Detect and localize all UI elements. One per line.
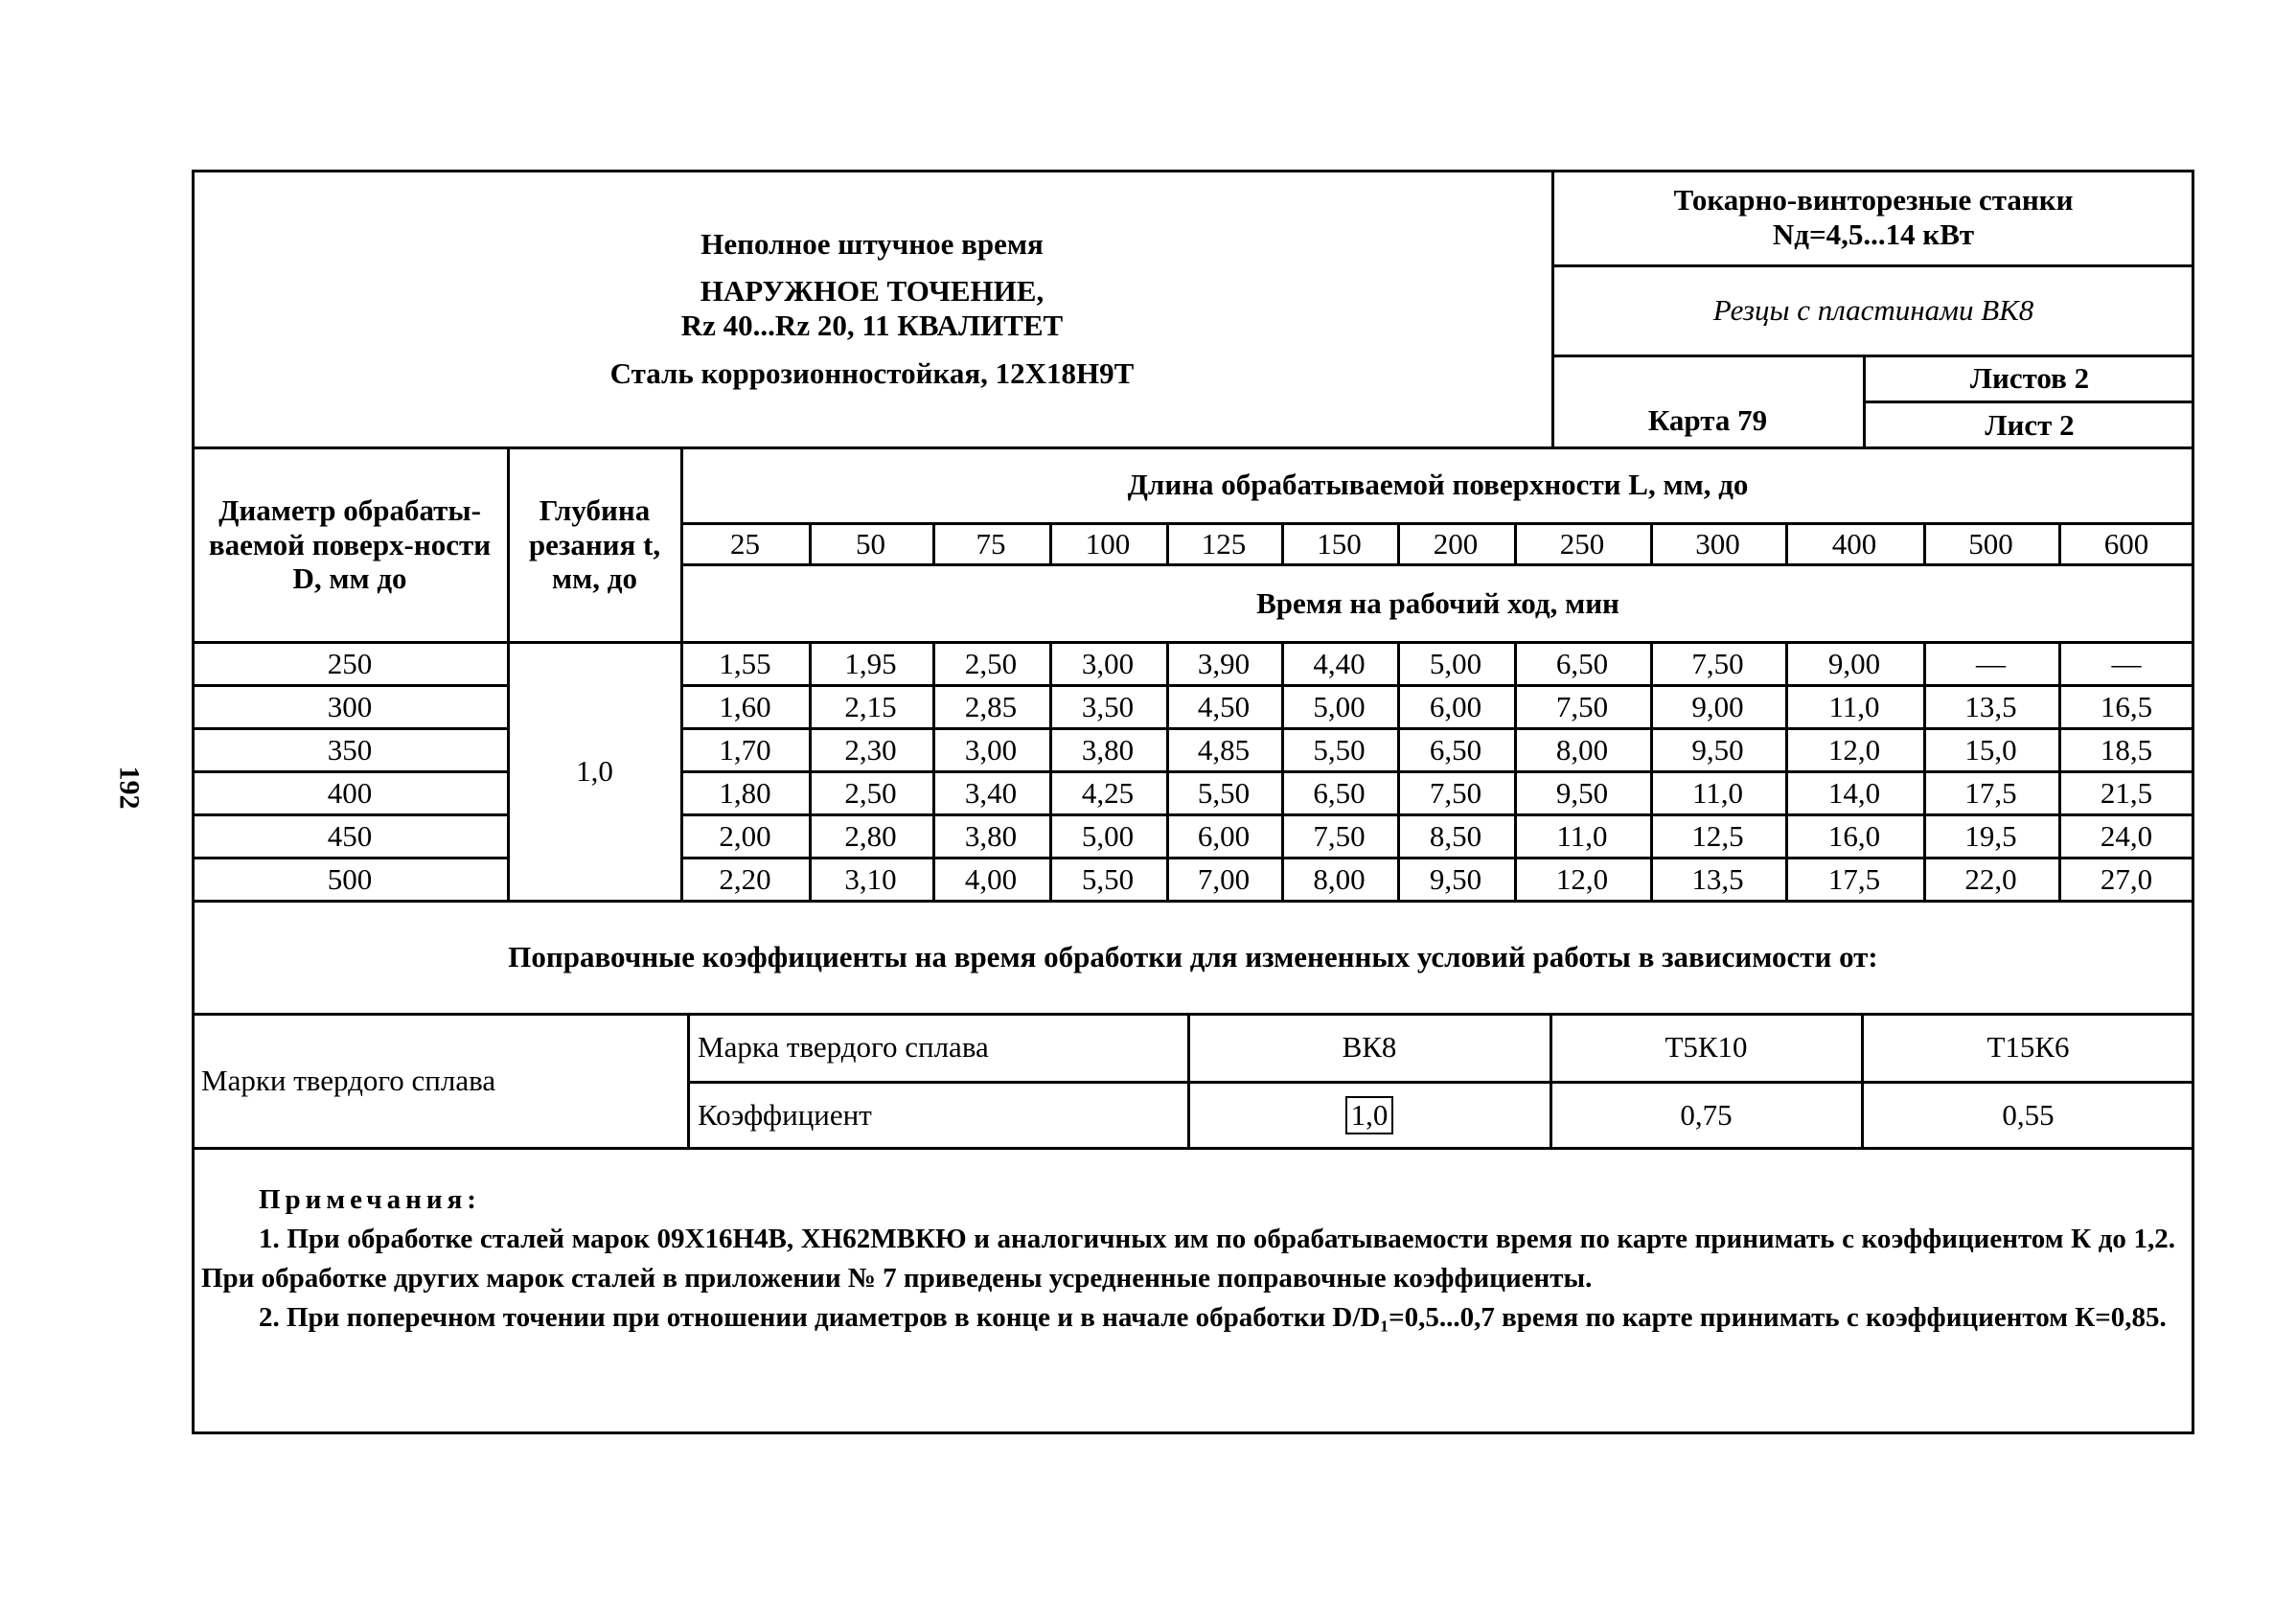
length-value: 400 xyxy=(1831,527,1877,561)
note-2: 2. При поперечном точении при отношении диаметров в конце и в начале обработки D/D₁=0,5...0,7 время по карте принимать с коэффициентом К=0,85. xyxy=(259,1302,2167,1333)
column-divider xyxy=(1166,814,1169,858)
time-value: 7,00 xyxy=(1197,861,1251,896)
column-divider xyxy=(1049,642,1052,685)
length-value: 500 xyxy=(1968,527,2013,561)
correction-title: Поправочные коэффициенты на время обработки для измененных условий работы в зависимости от: xyxy=(508,940,1878,974)
column-divider xyxy=(1397,642,1400,685)
column-divider xyxy=(1397,858,1400,901)
correction-group-label: Марки твердого сплава xyxy=(201,1064,496,1098)
row-divider xyxy=(681,684,2194,687)
time-value: 14,0 xyxy=(1827,775,1881,810)
column-divider xyxy=(932,642,935,685)
time-value: 3,80 xyxy=(964,818,1018,853)
diameter-value: 500 xyxy=(327,861,373,896)
header-title-block xyxy=(192,170,1552,447)
column-divider xyxy=(1514,728,1517,771)
column-divider xyxy=(1397,814,1400,858)
alloy-name: Т15К6 xyxy=(1986,1030,2070,1065)
column-divider xyxy=(2058,771,2061,814)
row-divider xyxy=(681,857,2194,859)
column-divider xyxy=(1397,524,1400,564)
column-divider xyxy=(1650,685,1653,728)
column-divider xyxy=(1785,685,1788,728)
header-title-line2: Rz 40...Rz 20, 11 КВАЛИТЕТ xyxy=(680,309,1064,342)
time-value: 3,40 xyxy=(964,775,1018,810)
time-value: 7,50 xyxy=(1691,646,1744,680)
time-value: 2,85 xyxy=(964,689,1018,723)
column-divider xyxy=(2058,858,2061,901)
row-divider xyxy=(192,684,508,687)
time-value: 11,0 xyxy=(1828,689,1880,723)
time-value: 6,50 xyxy=(1555,646,1609,680)
column-divider xyxy=(1785,524,1788,564)
column-divider xyxy=(1923,771,1926,814)
coefficient-value: 0,55 xyxy=(2002,1098,2055,1133)
row-divider xyxy=(192,727,508,730)
time-value: 7,50 xyxy=(1429,775,1482,810)
time-value: 5,50 xyxy=(1081,861,1135,896)
time-header: Время на рабочий ход, мин xyxy=(1256,586,1619,621)
column-divider xyxy=(1166,728,1169,771)
column-divider xyxy=(2058,728,2061,771)
column-divider xyxy=(1281,728,1284,771)
column-divider xyxy=(1514,858,1517,901)
time-value: 27,0 xyxy=(2100,861,2153,896)
time-value: 12,0 xyxy=(1555,861,1609,896)
time-value: 21,5 xyxy=(2100,775,2153,810)
time-value: — xyxy=(1976,646,2006,680)
time-value: 2,50 xyxy=(964,646,1018,680)
column-divider xyxy=(1785,728,1788,771)
alloy-name: Т5К10 xyxy=(1665,1030,1748,1065)
diameter-column-header: Диаметр обрабаты-ваемой поверх-ности D, мм до xyxy=(208,493,492,596)
diameter-value: 450 xyxy=(327,818,373,853)
column-divider xyxy=(1397,685,1400,728)
column-divider xyxy=(1166,685,1169,728)
column-divider xyxy=(1785,814,1788,858)
column-divider xyxy=(932,858,935,901)
time-value: 17,5 xyxy=(1964,775,2017,810)
column-divider xyxy=(1166,858,1169,901)
column-divider xyxy=(2058,642,2061,685)
column-divider xyxy=(1166,771,1169,814)
column-divider xyxy=(1281,642,1284,685)
header-material: Сталь коррозионностойкая, 12Х18Н9Т xyxy=(609,355,1135,390)
time-value: 4,50 xyxy=(1197,689,1251,723)
column-divider xyxy=(1785,642,1788,685)
time-value: 12,0 xyxy=(1827,732,1881,767)
coefficient-cell xyxy=(1862,1083,2194,1148)
column-divider xyxy=(1049,685,1052,728)
time-value: 5,00 xyxy=(1429,646,1482,680)
time-value: 11,0 xyxy=(1556,818,1608,853)
column-divider xyxy=(1514,524,1517,564)
time-value: 19,5 xyxy=(1964,818,2017,853)
column-divider xyxy=(1650,728,1653,771)
sheets-total: Листов 2 xyxy=(1969,361,2090,396)
time-value: 1,70 xyxy=(719,732,771,767)
column-divider xyxy=(1923,814,1926,858)
time-value: 15,0 xyxy=(1964,732,2017,767)
page-number: 192 xyxy=(113,766,146,810)
column-divider xyxy=(809,771,812,814)
column-divider xyxy=(1785,771,1788,814)
time-value: 17,5 xyxy=(1827,861,1881,896)
column-divider xyxy=(2058,814,2061,858)
time-value: 7,50 xyxy=(1555,689,1609,723)
time-value: 2,15 xyxy=(844,689,897,723)
column-divider xyxy=(1166,524,1169,564)
time-value: 1,80 xyxy=(719,775,771,810)
row-divider xyxy=(681,770,2194,773)
time-value: 16,5 xyxy=(2100,689,2153,723)
column-divider xyxy=(932,728,935,771)
column-divider xyxy=(1514,642,1517,685)
sheet-number: Лист 2 xyxy=(1985,407,2075,442)
column-divider xyxy=(1514,771,1517,814)
tool-info: Резцы с пластинами ВК8 xyxy=(1712,293,2034,328)
time-value: 13,5 xyxy=(1691,861,1744,896)
column-divider xyxy=(1049,728,1052,771)
diameter-value: 300 xyxy=(327,689,373,723)
diameter-value: 400 xyxy=(327,775,373,810)
column-divider xyxy=(809,524,812,564)
coefficient-value: 0,75 xyxy=(1680,1098,1733,1133)
alloy-name: ВК8 xyxy=(1342,1030,1397,1065)
row-divider xyxy=(192,770,508,773)
notes-title: Примечания: xyxy=(259,1184,481,1215)
column-divider xyxy=(932,814,935,858)
time-value: 4,85 xyxy=(1197,732,1251,767)
column-divider xyxy=(1397,771,1400,814)
column-divider xyxy=(1049,814,1052,858)
column-divider xyxy=(2058,685,2061,728)
time-value: 16,0 xyxy=(1827,818,1881,853)
time-value: 8,00 xyxy=(1555,732,1609,767)
time-value: 12,5 xyxy=(1691,818,1744,853)
time-value: 3,90 xyxy=(1197,646,1251,680)
column-divider xyxy=(932,524,935,564)
length-value: 250 xyxy=(1559,527,1605,561)
length-value: 75 xyxy=(976,527,1006,561)
time-value: 2,30 xyxy=(844,732,897,767)
time-value: 9,00 xyxy=(1827,646,1881,680)
time-value: 3,10 xyxy=(844,861,897,896)
time-value: 9,00 xyxy=(1691,689,1744,723)
diameter-value: 350 xyxy=(327,732,373,767)
column-divider xyxy=(1049,858,1052,901)
time-value: 3,80 xyxy=(1081,732,1135,767)
row-divider xyxy=(192,813,508,816)
note-1: 1. При обработке сталей марок 09Х16Н4В, ХН62МВКЮ и аналогичных им по обрабатываемости время по карте принимать с коэффициентом К до 1,2. При обработке других марок сталей в приложении № 7 приведены усредненные поправочные коэффициенты. xyxy=(201,1224,2175,1294)
column-divider xyxy=(809,858,812,901)
length-value: 125 xyxy=(1201,527,1247,561)
time-value: 5,00 xyxy=(1081,818,1135,853)
time-value: 2,80 xyxy=(844,818,897,853)
time-value: 6,50 xyxy=(1313,775,1366,810)
column-divider xyxy=(1650,858,1653,901)
column-divider xyxy=(1281,858,1284,901)
column-divider xyxy=(809,728,812,771)
machine-info xyxy=(1552,170,2194,265)
column-divider xyxy=(1049,771,1052,814)
time-value: 5,50 xyxy=(1197,775,1251,810)
time-value: 9,50 xyxy=(1555,775,1609,810)
alloy-row-label: Марка твердого сплава xyxy=(698,1030,989,1065)
time-value: 8,00 xyxy=(1313,861,1366,896)
length-value: 600 xyxy=(2103,527,2149,561)
time-value: 5,50 xyxy=(1313,732,1366,767)
coefficient-value: 1,0 xyxy=(1345,1096,1394,1134)
column-divider xyxy=(1923,685,1926,728)
time-value: 8,50 xyxy=(1429,818,1482,853)
column-divider xyxy=(1049,524,1052,564)
time-value: 1,55 xyxy=(719,646,771,680)
time-value: 9,50 xyxy=(1691,732,1744,767)
time-value: 22,0 xyxy=(1964,861,2017,896)
column-divider xyxy=(1923,642,1926,685)
time-value: 5,00 xyxy=(1313,689,1366,723)
time-value: 2,20 xyxy=(719,861,771,896)
length-value: 150 xyxy=(1317,527,1362,561)
notes xyxy=(201,1180,2175,1338)
time-value: 1,60 xyxy=(719,689,771,723)
time-value: 6,00 xyxy=(1197,818,1251,853)
length-value: 200 xyxy=(1433,527,1479,561)
column-divider xyxy=(809,642,812,685)
time-value: 2,00 xyxy=(719,818,771,853)
machine-type: Токарно-винторезные станки xyxy=(1673,183,2074,218)
column-divider xyxy=(1923,728,1926,771)
coefficient-row-label: Коэффициент xyxy=(698,1098,872,1133)
column-divider xyxy=(809,685,812,728)
column-divider xyxy=(932,771,935,814)
time-value: — xyxy=(2111,646,2142,680)
column-divider xyxy=(1923,524,1926,564)
column-divider xyxy=(1166,642,1169,685)
machine-power: Nд=4,5...14 кВт xyxy=(1772,218,1975,251)
column-divider xyxy=(1514,814,1517,858)
length-value: 100 xyxy=(1085,527,1131,561)
column-divider xyxy=(1281,524,1284,564)
column-divider xyxy=(1650,771,1653,814)
column-divider xyxy=(1650,642,1653,685)
depth-value: 1,0 xyxy=(576,754,613,789)
time-value: 3,00 xyxy=(1081,646,1135,680)
column-divider xyxy=(2058,524,2061,564)
length-header: Длина обрабатываемой поверхности L, мм, до xyxy=(1127,468,1749,502)
time-value: 11,0 xyxy=(1691,775,1744,810)
time-value: 6,00 xyxy=(1429,689,1482,723)
row-divider xyxy=(681,813,2194,816)
time-value: 7,50 xyxy=(1313,818,1366,853)
time-value: 2,50 xyxy=(844,775,897,810)
column-divider xyxy=(1397,728,1400,771)
column-divider xyxy=(809,814,812,858)
coefficient-cell xyxy=(1550,1083,1862,1148)
column-divider xyxy=(1281,771,1284,814)
length-value: 300 xyxy=(1695,527,1740,561)
time-value: 18,5 xyxy=(2100,732,2153,767)
header-subtitle: Неполное штучное время xyxy=(700,226,1044,261)
length-value: 25 xyxy=(730,527,760,561)
time-value: 4,40 xyxy=(1313,646,1366,680)
column-divider xyxy=(1514,685,1517,728)
diameter-value: 250 xyxy=(327,646,373,680)
time-value: 9,50 xyxy=(1429,861,1482,896)
time-value: 13,5 xyxy=(1964,689,2017,723)
column-divider xyxy=(1650,524,1653,564)
column-divider xyxy=(1923,858,1926,901)
time-value: 4,00 xyxy=(964,861,1018,896)
row-divider xyxy=(681,727,2194,730)
length-value: 50 xyxy=(856,527,885,561)
card-number: Карта 79 xyxy=(1647,402,1768,437)
column-divider xyxy=(1281,814,1284,858)
column-divider xyxy=(1785,858,1788,901)
column-divider xyxy=(1281,685,1284,728)
time-value: 1,95 xyxy=(844,646,897,680)
time-value: 4,25 xyxy=(1081,775,1135,810)
header-title-line1: НАРУЖНОЕ ТОЧЕНИЕ, xyxy=(700,274,1045,309)
time-value: 3,50 xyxy=(1081,689,1135,723)
column-divider xyxy=(932,685,935,728)
row-divider xyxy=(192,857,508,859)
depth-column-header: Глубина резания t, мм, до xyxy=(528,493,661,596)
coefficient-cell xyxy=(1188,1083,1550,1148)
time-value: 6,50 xyxy=(1429,732,1482,767)
time-value: 3,00 xyxy=(964,732,1018,767)
time-value: 24,0 xyxy=(2100,818,2153,853)
column-divider xyxy=(1650,814,1653,858)
